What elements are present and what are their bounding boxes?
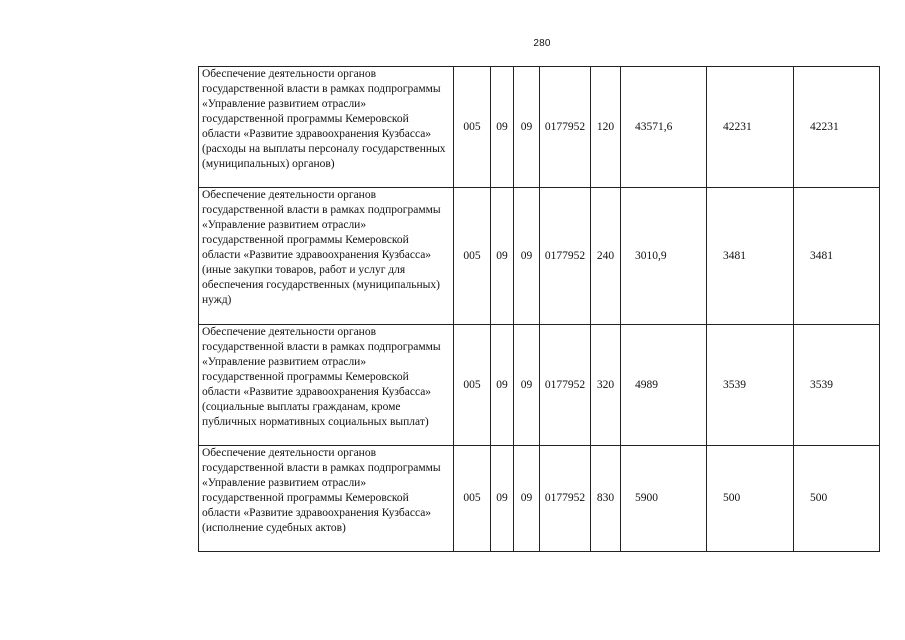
- amount-year-3-cell: 42231: [794, 67, 880, 188]
- budget-table: [198, 66, 880, 552]
- ministry-code-cell: 005: [454, 446, 491, 552]
- table-row: [199, 67, 880, 188]
- amount-year-3-cell: 500: [794, 446, 880, 552]
- expense-type-cell: 320: [591, 325, 621, 446]
- page-number: 280: [533, 38, 551, 49]
- description-cell: Обеспечение деятельности органов государственной власти в рамках подпрограммы «Управление развитием отрасли» государственной программы Кемеровской области «Развитие здравоохранения Кузбасса» (социальные выплаты гражданам, кроме публичных нормативных социальных выплат): [199, 325, 454, 446]
- section-code-cell: 09: [491, 446, 514, 552]
- description-cell: Обеспечение деятельности органов государственной власти в рамках подпрограммы «Управление развитием отрасли» государственной программы Кемеровской области «Развитие здравоохранения Кузбасса» (расходы на выплаты персоналу государственных (муниципальных) органов): [199, 67, 454, 188]
- amount-year-2-cell: 500: [707, 446, 794, 552]
- target-article-cell: 0177952: [540, 67, 591, 188]
- ministry-code-cell: 005: [454, 67, 491, 188]
- amount-year-2-cell: 42231: [707, 67, 794, 188]
- ministry-code-cell: 005: [454, 325, 491, 446]
- table-row: [199, 325, 880, 446]
- subsection-code-cell: 09: [514, 446, 540, 552]
- amount-year-1-cell: 3010,9: [621, 188, 707, 325]
- section-code-cell: 09: [491, 325, 514, 446]
- target-article-cell: 0177952: [540, 446, 591, 552]
- section-code-cell: 09: [491, 188, 514, 325]
- amount-year-1-cell: 5900: [621, 446, 707, 552]
- amount-year-2-cell: 3539: [707, 325, 794, 446]
- table-row: [199, 188, 880, 325]
- amount-year-3-cell: 3539: [794, 325, 880, 446]
- amount-year-1-cell: 43571,6: [621, 67, 707, 188]
- description-cell: Обеспечение деятельности органов государственной власти в рамках подпрограммы «Управление развитием отрасли» государственной программы Кемеровской области «Развитие здравоохранения Кузбасса» (иные закупки товаров, работ и услуг для обеспечения государственных (муниципальных) нужд): [199, 188, 454, 325]
- expense-type-cell: 120: [591, 67, 621, 188]
- target-article-cell: 0177952: [540, 188, 591, 325]
- subsection-code-cell: 09: [514, 188, 540, 325]
- description-cell: Обеспечение деятельности органов государственной власти в рамках подпрограммы «Управление развитием отрасли» государственной программы Кемеровской области «Развитие здравоохранения Кузбасса» (исполнение судебных актов): [199, 446, 454, 552]
- ministry-code-cell: 005: [454, 188, 491, 325]
- target-article-cell: 0177952: [540, 325, 591, 446]
- expense-type-cell: 240: [591, 188, 621, 325]
- amount-year-3-cell: 3481: [794, 188, 880, 325]
- amount-year-2-cell: 3481: [707, 188, 794, 325]
- table-row: [199, 446, 880, 552]
- subsection-code-cell: 09: [514, 325, 540, 446]
- amount-year-1-cell: 4989: [621, 325, 707, 446]
- section-code-cell: 09: [491, 67, 514, 188]
- subsection-code-cell: 09: [514, 67, 540, 188]
- expense-type-cell: 830: [591, 446, 621, 552]
